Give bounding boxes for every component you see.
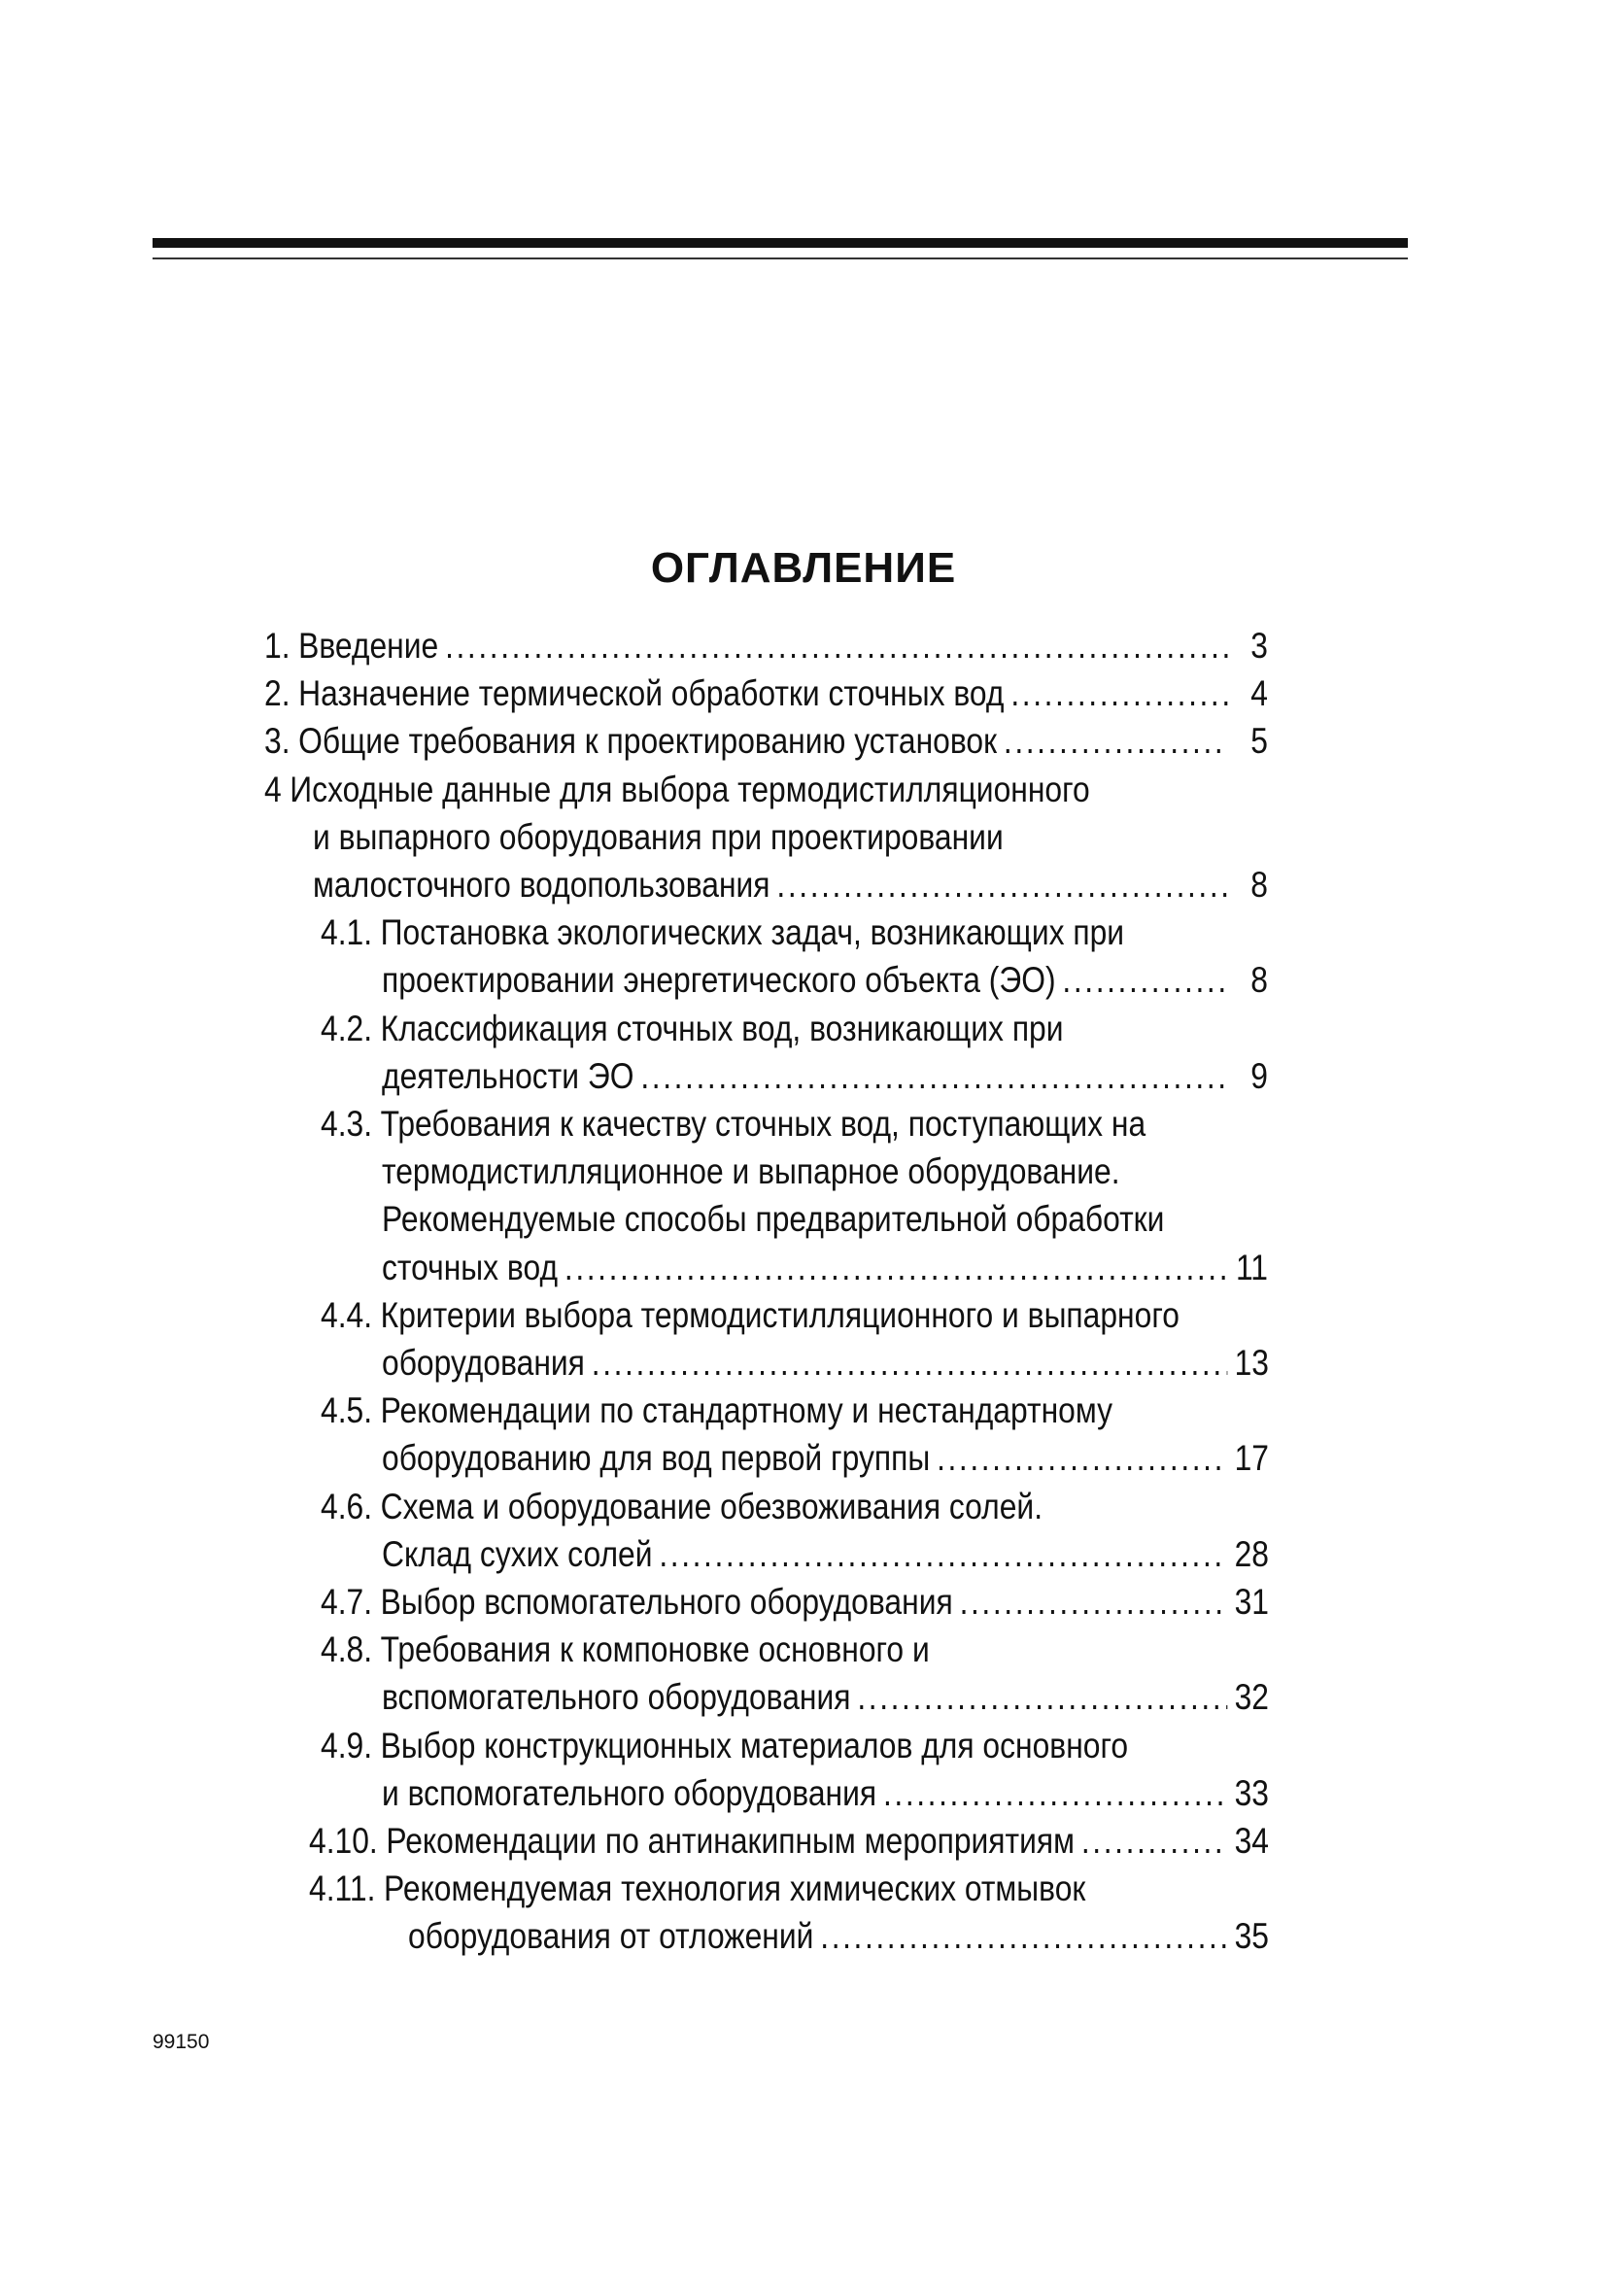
toc-line	[264, 717, 1268, 766]
toc-page-number: 33	[1234, 1772, 1269, 1813]
toc-entry-title: Требования к компоновке основного и	[380, 1629, 930, 1670]
toc-title: ОГЛАВЛЕНИЕ	[650, 544, 957, 592]
toc-section-number: 4.10.	[309, 1821, 378, 1861]
toc-line	[321, 1387, 1112, 1435]
toc-page-number: 8	[1250, 865, 1268, 905]
toc-entry-title: проектировании энергетического объекта (ЭО)	[382, 960, 1056, 1001]
toc-page-number: 17	[1234, 1438, 1269, 1479]
toc-entry-title: и выпарного оборудования при проектировании	[313, 816, 1004, 857]
toc-section-number: 4.5.	[321, 1390, 373, 1431]
toc-dot-leader	[445, 622, 1228, 670]
toc-entry-title: термодистилляционное и выпарное оборудование.	[382, 1151, 1120, 1192]
toc-section-number: 2.	[264, 673, 291, 714]
toc-dot-leader	[1081, 1817, 1228, 1866]
toc-dot-leader	[1004, 717, 1228, 766]
toc-page-number: 35	[1234, 1916, 1269, 1957]
toc-line	[309, 1817, 1268, 1866]
toc-entry-title: и вспомогательного оборудования	[382, 1772, 877, 1813]
toc-dot-leader	[1010, 669, 1227, 718]
toc-entry-title: Склад сухих солей	[382, 1533, 653, 1574]
toc-entry-title: Рекомендации по стандартному и нестандартному	[380, 1390, 1112, 1431]
toc-entry-title: Выбор вспомогательного оборудования	[380, 1582, 953, 1622]
toc-entry-title: Исходные данные для выбора термодистилляционного	[290, 769, 1090, 809]
toc-page-number: 13	[1234, 1343, 1269, 1383]
toc-entry-title: Требования к качеству сточных вод, поступающих на	[380, 1104, 1146, 1144]
toc-page-number: 28	[1234, 1533, 1269, 1574]
toc-line	[408, 1912, 1268, 1961]
toc-line	[321, 1291, 1180, 1340]
toc-line	[321, 908, 1124, 957]
toc-entry-title: оборудования от отложений	[408, 1916, 814, 1957]
toc-section-number: 1.	[264, 626, 291, 666]
toc-entry-title: малосточного водопользования	[313, 865, 770, 905]
toc-entry-title: сточных вод	[382, 1247, 559, 1287]
toc-page-number: 4	[1250, 673, 1268, 714]
toc-page-number: 5	[1250, 721, 1268, 762]
toc-line	[313, 861, 1268, 909]
toc-line	[321, 1483, 1043, 1531]
toc-line	[321, 1722, 1128, 1770]
toc-page-number: 9	[1250, 1055, 1268, 1096]
toc-dot-leader	[592, 1339, 1228, 1388]
toc-entry-title: Схема и оборудование обезвоживания солей.	[380, 1486, 1043, 1526]
toc-entry-title: деятельности ЭО	[382, 1055, 634, 1096]
toc-section-number: 4.9.	[321, 1725, 373, 1765]
toc-line	[382, 1769, 1268, 1818]
toc-dot-leader	[640, 1052, 1227, 1101]
toc-entry-title: оборудования	[382, 1343, 585, 1383]
toc-entry-title: оборудованию для вод первой группы	[382, 1438, 931, 1479]
footer-code: 99150	[153, 2031, 210, 2053]
toc-line	[382, 1195, 1164, 1244]
toc-line	[382, 1244, 1268, 1292]
toc-line	[382, 1530, 1268, 1579]
toc-line	[264, 766, 1090, 814]
toc-section-number: 4.6.	[321, 1486, 373, 1526]
toc-page-number: 8	[1250, 960, 1268, 1001]
toc-line	[321, 1100, 1145, 1148]
toc-entry-title: вспомогательного оборудования	[382, 1677, 851, 1718]
toc-section-number: 4.3.	[321, 1104, 373, 1144]
toc-section-number: 3.	[264, 721, 291, 762]
toc-entry-title: Критерии выбора термодистилляционного и выпарного	[380, 1294, 1180, 1335]
toc-entry-title: Постановка экологических задач, возникающих при	[380, 912, 1125, 953]
toc-section-number: 4.4.	[321, 1294, 373, 1335]
toc-line	[382, 1052, 1268, 1101]
toc-section-number: 4.8.	[321, 1629, 373, 1670]
toc-dot-leader	[857, 1673, 1227, 1722]
toc-dot-leader	[960, 1578, 1228, 1627]
toc-dot-leader	[776, 861, 1227, 909]
toc-line	[382, 1673, 1268, 1722]
toc-line	[321, 1578, 1268, 1627]
toc-section-number: 4.2.	[321, 1008, 373, 1048]
toc-entry-title: Рекомендуемая технология химических отмывок	[384, 1868, 1086, 1909]
toc-entry-title: Назначение термической обработки сточных вод	[298, 673, 1005, 714]
toc-entry-title: Общие требования к проектированию установок	[298, 721, 998, 762]
toc-line	[313, 813, 1004, 862]
toc-entry-title: Выбор конструкционных материалов для основного	[380, 1725, 1129, 1765]
toc-line	[309, 1865, 1085, 1913]
toc-section-number: 4.1.	[321, 912, 373, 953]
toc-line	[382, 1434, 1268, 1483]
toc-dot-leader	[883, 1769, 1228, 1818]
toc-dot-leader	[659, 1530, 1227, 1579]
toc-page-number: 31	[1234, 1582, 1269, 1622]
toc-entry-title: Рекомендуемые способы предварительной обработки	[382, 1199, 1165, 1240]
toc-dot-leader	[937, 1434, 1228, 1483]
toc-entry-title: Введение	[298, 626, 439, 666]
toc-line	[321, 1626, 930, 1674]
toc-section-number: 4	[264, 769, 282, 809]
toc-dot-leader	[820, 1912, 1227, 1961]
toc-line	[264, 622, 1268, 670]
toc-dot-leader	[564, 1244, 1228, 1292]
toc-entry-title: Рекомендации по антинакипным мероприятиям	[386, 1821, 1076, 1861]
toc-section-number: 4.7.	[321, 1582, 373, 1622]
toc-entry-title: Классификация сточных вод, возникающих при	[380, 1008, 1064, 1048]
toc-page-number: 34	[1234, 1821, 1269, 1861]
toc-dot-leader	[1062, 956, 1227, 1005]
toc-section-number: 4.11.	[309, 1868, 376, 1909]
toc-page-number: 11	[1235, 1247, 1268, 1287]
toc-page-number: 32	[1234, 1677, 1269, 1718]
toc-line	[382, 956, 1268, 1005]
toc-line	[321, 1005, 1064, 1053]
toc-page-number: 3	[1250, 626, 1268, 666]
toc-line	[264, 669, 1268, 718]
toc-line	[382, 1148, 1120, 1196]
toc-line	[382, 1339, 1268, 1388]
